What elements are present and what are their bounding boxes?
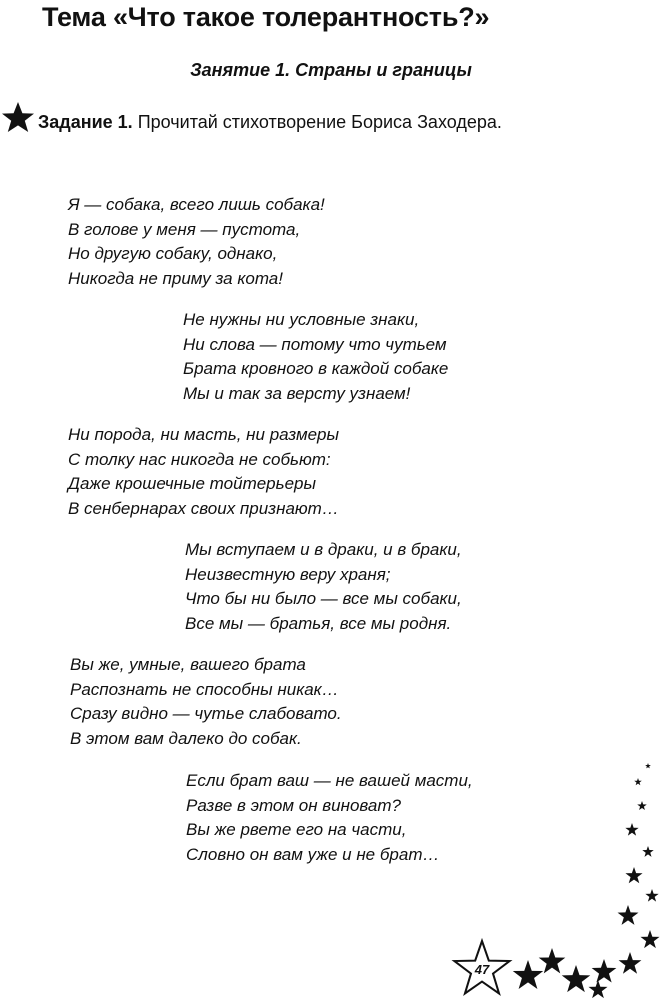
- poem-line: Словно он вам уже и не брат…: [186, 844, 440, 864]
- poem-line: Не нужны ни условные знаки,: [183, 310, 420, 329]
- star-icon: [634, 778, 642, 785]
- poem-stanza-1: [68, 193, 325, 291]
- poem-line: Вы же, умные, вашего брата: [70, 655, 306, 674]
- poem-line: С толку нас никогда не собьют:: [68, 449, 331, 469]
- star-icon: [645, 763, 651, 768]
- star-icon: [637, 801, 647, 810]
- poem-line: Сразу видно — чутье слабовато.: [70, 704, 342, 723]
- poem-stanza-3: [68, 423, 339, 521]
- poem-line: Мы и так за версту узнаем!: [183, 383, 411, 403]
- decorative-stars: [430, 740, 662, 1000]
- star-icon: [625, 823, 638, 836]
- page-number: 47: [474, 962, 490, 977]
- poem-line: Мы вступаем и в драки, и в браки,: [185, 540, 462, 559]
- task-text: Прочитай стихотворение Бориса Заходера.: [137, 112, 502, 132]
- poem-line: Разве в этом он виноват?: [186, 795, 401, 815]
- poem-line: Но другую собаку, однако,: [68, 244, 278, 263]
- star-icon: [0, 100, 36, 136]
- poem-line: Все мы — братья, все мы родня.: [185, 613, 452, 633]
- star-icon: [619, 952, 642, 974]
- poem-line: Я — собака, всего лишь собака!: [68, 195, 325, 214]
- task-instruction: [38, 112, 502, 133]
- poem-stanza-2: [183, 308, 448, 406]
- poem-line: Неизвестную веру храня;: [185, 564, 391, 584]
- star-icon: [640, 930, 659, 948]
- page-title: Тема «Что такое толерантность?»: [42, 2, 490, 32]
- poem-line: Ни порода, ни масть, ни размеры: [68, 425, 340, 444]
- star-icon: [539, 948, 566, 973]
- poem-line: Даже крошечные тойтерьеры: [68, 474, 316, 493]
- poem-stanza-4: [185, 538, 462, 636]
- star-icon: [513, 960, 543, 989]
- lesson-title: Занятие 1. Страны и границы: [190, 60, 472, 80]
- poem-line: Что бы ни было — все мы собаки,: [185, 589, 462, 608]
- star-icon: [588, 980, 607, 998]
- star-icon: [592, 959, 617, 983]
- poem-line: Вы же рвете его на части,: [186, 820, 407, 839]
- poem-stanza-5: [70, 653, 342, 751]
- poem-line: В сенбернарах своих признают…: [68, 498, 339, 518]
- poem-line: Если брат ваш — не вашей масти,: [186, 771, 473, 790]
- star-icon: [618, 905, 639, 925]
- poem-line: В этом вам далеко до собак.: [70, 728, 302, 748]
- task-label: Задание 1.: [38, 112, 133, 132]
- poem-line: Распознать не способны никак…: [70, 679, 339, 699]
- poem-line: Ни слова — потому что чутьем: [183, 334, 447, 354]
- star-icon: [642, 846, 653, 857]
- star-icon: [645, 889, 658, 902]
- poem-line: В голове у меня — пустота,: [68, 219, 301, 239]
- poem-line: Никогда не приму за кота!: [68, 268, 283, 288]
- star-icon: [562, 965, 591, 992]
- poem-line: Брата кровного в каждой собаке: [183, 359, 449, 378]
- star-icon: [625, 867, 642, 883]
